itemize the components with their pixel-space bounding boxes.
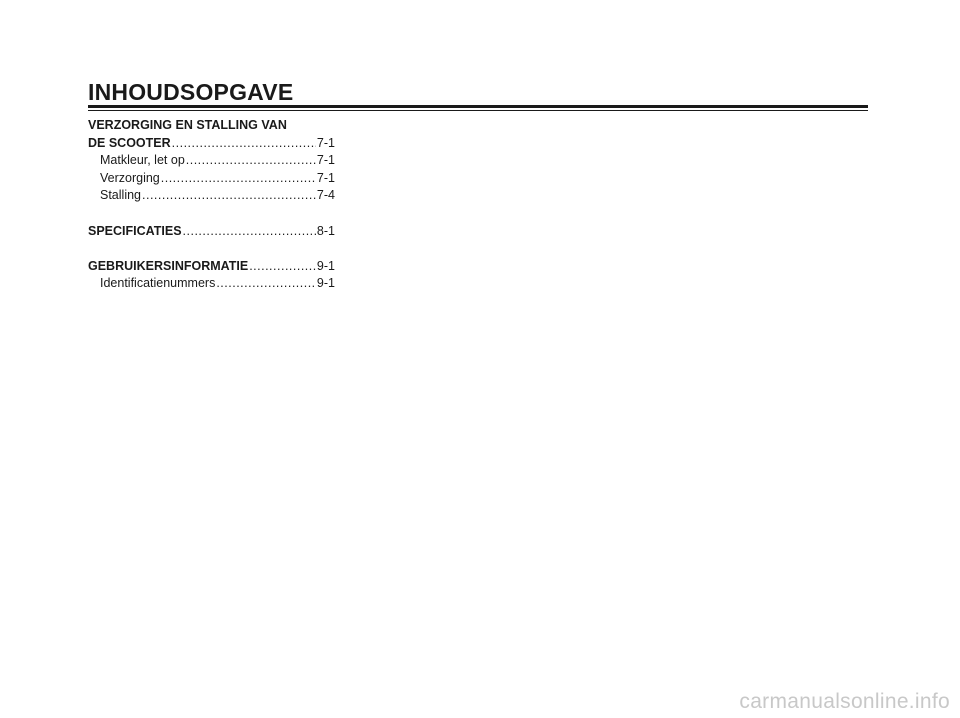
toc-entry-label: Stalling (100, 188, 141, 203)
table-of-contents (88, 117, 335, 311)
toc-heading-entry[interactable] (88, 223, 335, 241)
toc-entry[interactable] (88, 170, 335, 188)
toc-page-number: 7-1 (316, 135, 335, 150)
toc-heading-label: SPECIFICATIES (88, 223, 182, 238)
toc-entry-label: Verzorging (100, 170, 160, 185)
toc-entry[interactable] (88, 152, 335, 170)
toc-heading-label: DE SCOOTER (88, 135, 171, 150)
toc-leader-dots (183, 223, 316, 241)
toc-entry-label: Matkleur, let op (100, 153, 185, 168)
watermark: carmanualsonline.info (739, 690, 950, 713)
toc-leader-dots (142, 187, 316, 205)
toc-section-gebruikersinformatie (88, 258, 335, 293)
toc-entry[interactable] (88, 275, 335, 293)
toc-leader-dots (172, 135, 316, 153)
toc-section-verzorging (88, 117, 335, 205)
toc-leader-dots (216, 275, 316, 293)
toc-page-number: 8-1 (316, 223, 335, 238)
toc-heading-entry[interactable] (88, 135, 335, 153)
toc-heading-entry[interactable] (88, 258, 335, 276)
toc-leader-dots (186, 152, 316, 170)
toc-heading-label: VERZORGING EN STALLING VAN (88, 118, 287, 132)
toc-section-specificaties (88, 223, 335, 241)
toc-page-number: 7-1 (316, 170, 335, 185)
toc-heading-line (88, 117, 335, 135)
toc-page-number: 9-1 (316, 258, 335, 273)
toc-entry-label: Identificatienummers (100, 276, 216, 291)
toc-leader-dots (249, 258, 316, 276)
title-rule-thin (88, 110, 868, 111)
toc-page-number: 7-1 (316, 153, 335, 168)
toc-heading-label: GEBRUIKERSINFORMATIE (88, 258, 249, 273)
page-header (88, 80, 868, 111)
title-rule-thick (88, 105, 868, 108)
toc-entry[interactable] (88, 187, 335, 205)
toc-page-number: 7-4 (316, 188, 335, 203)
page-title: INHOUDSOPGAVE (88, 79, 294, 105)
toc-page-number: 9-1 (316, 276, 335, 291)
toc-leader-dots (161, 170, 316, 188)
